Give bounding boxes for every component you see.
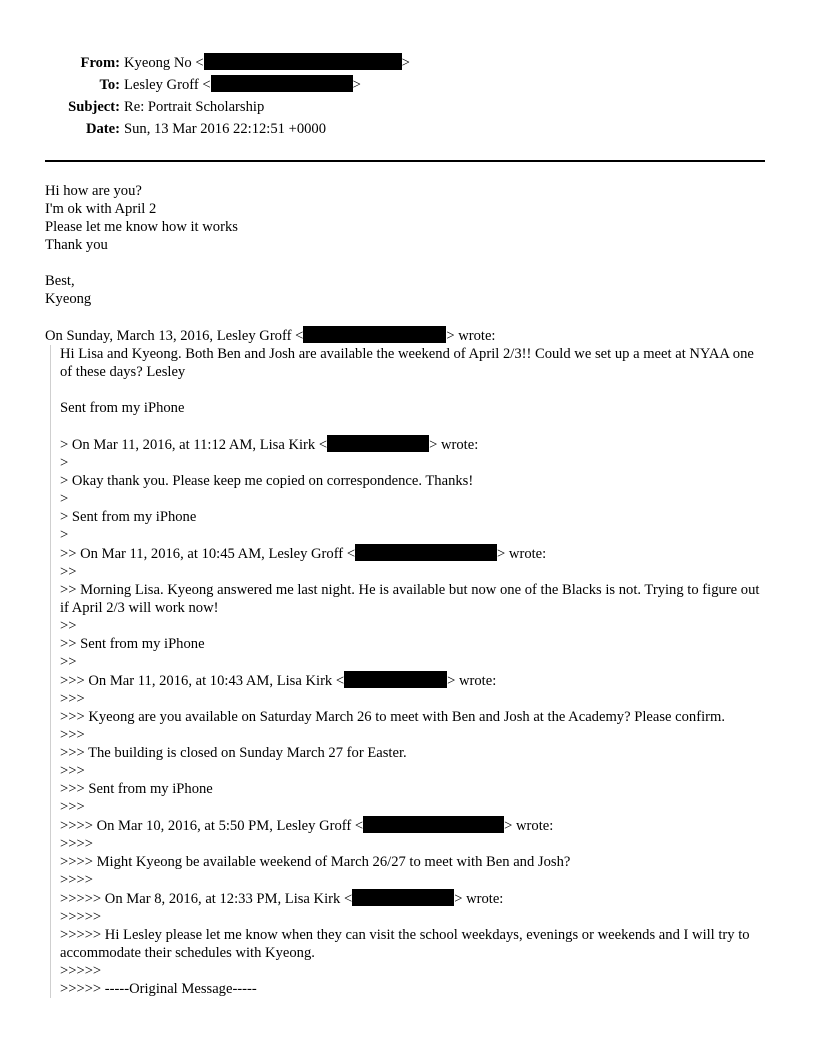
quoted-line: >>>	[60, 691, 85, 707]
to-label: To:	[99, 77, 120, 93]
subject-label: Subject:	[68, 99, 120, 115]
quoted-line: >>>	[60, 799, 85, 815]
redaction-bar	[352, 889, 454, 906]
quoted-line: >>	[60, 618, 77, 634]
quoted-line: > On Mar 11, 2016, at 11:12 AM, Lisa Kirk < > wrote:	[60, 437, 479, 453]
to-row	[0, 74, 816, 96]
quoted-line: > Sent from my iPhone	[60, 509, 197, 525]
quoted-line: >>>	[60, 763, 85, 779]
subject-value: Re: Portrait Scholarship	[124, 99, 265, 115]
message-line: Please let me know how it works	[45, 219, 238, 235]
redaction-bar	[204, 53, 402, 70]
header-divider	[45, 160, 765, 162]
quoted-line: >>	[60, 654, 77, 670]
quoted-line: >> On Mar 11, 2016, at 10:45 AM, Lesley Groff < > wrote:	[60, 546, 547, 562]
quoted-line: >>> Kyeong are you available on Saturday March 26 to meet with Ben and Josh at the Academy? Please confirm.	[60, 709, 726, 725]
quoted-line: >>>>> -----Original Message-----	[60, 981, 257, 997]
quoted-line: >>> Sent from my iPhone	[60, 781, 213, 797]
subject-row	[0, 96, 816, 118]
date-label: Date:	[85, 121, 120, 137]
attribution-suffix: > wrote:	[446, 328, 496, 344]
message-line: Hi how are you?	[45, 183, 142, 199]
quoted-thread	[50, 345, 766, 998]
redaction-bar	[344, 671, 447, 688]
quoted-line: >>>>	[60, 836, 93, 852]
quoted-line: >> Morning Lisa. Kyeong answered me last night. He is available but now one of the Blacks is not. Trying to figure out if April 2/3 will work now!	[60, 582, 760, 616]
from-row	[0, 52, 816, 74]
from-value: Kyeong No <	[124, 55, 204, 71]
from-close: >	[401, 55, 410, 71]
attribution-prefix: On Sunday, March 13, 2016, Lesley Groff <	[45, 328, 304, 344]
quoted-line: >>>>> On Mar 8, 2016, at 12:33 PM, Lisa Kirk < > wrote:	[60, 891, 504, 907]
quoted-line: >>> The building is closed on Sunday March 27 for Easter.	[60, 745, 407, 761]
quoted-line: >>>>> Hi Lesley please let me know when they can visit the school weekdays, evenings or weekends and I will try to accommodate their schedules with Kyeong.	[60, 927, 750, 961]
quoted-blank	[60, 381, 766, 399]
quoted-blank	[60, 417, 766, 435]
redaction-bar	[327, 435, 429, 452]
quoted-line: >>>> Might Kyeong be available weekend of March 26/27 to meet with Ben and Josh?	[60, 854, 571, 870]
quoted-line: >>>	[60, 727, 85, 743]
quoted-line: >>>> On Mar 10, 2016, at 5:50 PM, Lesley Groff < > wrote:	[60, 818, 554, 834]
quoted-line: >	[60, 527, 69, 543]
email-headers	[0, 52, 816, 140]
message-line: I'm ok with April 2	[45, 201, 157, 217]
quoted-line: >	[60, 491, 69, 507]
quoted-line: >>>>>	[60, 909, 102, 925]
quoted-line: >	[60, 455, 69, 471]
to-close: >	[352, 77, 361, 93]
message-line: Thank you	[45, 237, 108, 253]
signoff: Best,	[45, 273, 75, 289]
redaction-bar	[303, 326, 446, 343]
reply-attribution	[45, 326, 775, 345]
quoted-line: Hi Lisa and Kyeong. Both Ben and Josh are available the weekend of April 2/3!! Could we set up a meet at NYAA one of these days? Lesley	[60, 346, 754, 380]
date-row	[0, 118, 816, 140]
quoted-line: >> Sent from my iPhone	[60, 636, 205, 652]
email-body	[45, 182, 775, 998]
quoted-line: >>	[60, 564, 77, 580]
quoted-line: >>>>>	[60, 963, 102, 979]
from-label: From:	[80, 55, 120, 71]
redaction-bar	[211, 75, 353, 92]
redaction-bar	[355, 544, 497, 561]
redaction-bar	[363, 816, 504, 833]
quoted-line: >>>>	[60, 872, 93, 888]
date-value: Sun, 13 Mar 2016 22:12:51 +0000	[124, 121, 327, 137]
signature: Kyeong	[45, 291, 92, 307]
quoted-line: Sent from my iPhone	[60, 400, 185, 416]
quoted-line: >>> On Mar 11, 2016, at 10:43 AM, Lisa Kirk < > wrote:	[60, 673, 497, 689]
quoted-line: > Okay thank you. Please keep me copied on correspondence. Thanks!	[60, 473, 474, 489]
to-value: Lesley Groff <	[124, 77, 211, 93]
